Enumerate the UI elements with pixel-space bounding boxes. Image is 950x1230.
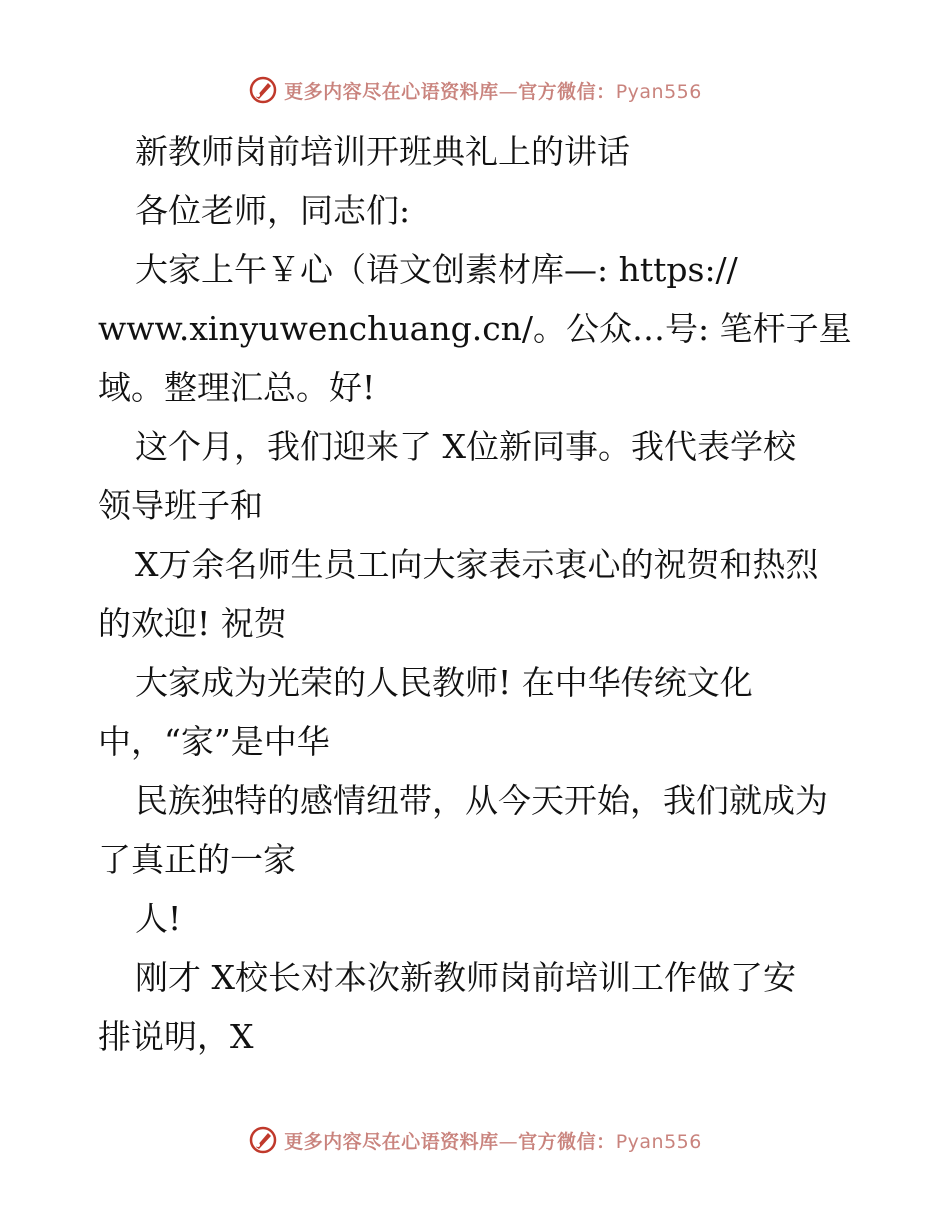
- paragraph-line: 排说明，X: [98, 1017, 254, 1056]
- document-title: 新教师岗前培训开班典礼上的讲话: [135, 132, 630, 171]
- banner-wechat-label: 官方微信：: [518, 1130, 616, 1153]
- banner-dash: —: [498, 1130, 519, 1153]
- paragraph-line: X万余名师生员工向大家表示衷心的祝贺和热烈: [135, 545, 819, 584]
- header-banner: [0, 70, 950, 110]
- paragraph-line: 这个月，我们迎来了 X位新同事。我代表学校: [135, 427, 796, 466]
- banner-text: [284, 1127, 702, 1154]
- paragraph-line: www.xinyuwenchuang.cn/。公众…号: 笔杆子星: [98, 309, 852, 348]
- banner-wechat-label: 官方微信：: [518, 80, 616, 103]
- paragraph-line: 刚才 X校长对本次新教师岗前培训工作做了安: [135, 958, 796, 997]
- banner-main-text: 更多内容尽在心语资料库: [284, 80, 499, 103]
- salutation: 各位老师，同志们:: [135, 191, 411, 230]
- banner-text: [284, 77, 702, 104]
- banner-wechat-id: Pyan556: [615, 80, 702, 103]
- paragraph-line: 大家上午￥心（语文创素材库—: https://: [135, 250, 738, 289]
- paragraph-line: 的欢迎! 祝贺: [98, 604, 287, 643]
- paragraph-line: 民族独特的感情纽带，从今天开始，我们就成为: [135, 781, 828, 820]
- paragraph-line: 中，“家”是中华: [98, 722, 330, 761]
- paragraph-line: 大家成为光荣的人民教师! 在中华传统文化: [135, 663, 753, 702]
- paragraph-line: 人!: [135, 899, 182, 938]
- paragraph-line: 域。整理汇总。好!: [98, 368, 376, 407]
- document-body: [98, 122, 858, 1066]
- footer-banner: [0, 1120, 950, 1160]
- banner-main-text: 更多内容尽在心语资料库: [284, 1130, 499, 1153]
- pen-nib-logo-icon: [248, 75, 278, 105]
- banner-wechat-id: Pyan556: [615, 1130, 702, 1153]
- pen-nib-logo-icon: [248, 1125, 278, 1155]
- banner-dash: —: [498, 80, 519, 103]
- paragraph-line: 领导班子和: [98, 486, 263, 525]
- paragraph-line: 了真正的一家: [98, 840, 296, 879]
